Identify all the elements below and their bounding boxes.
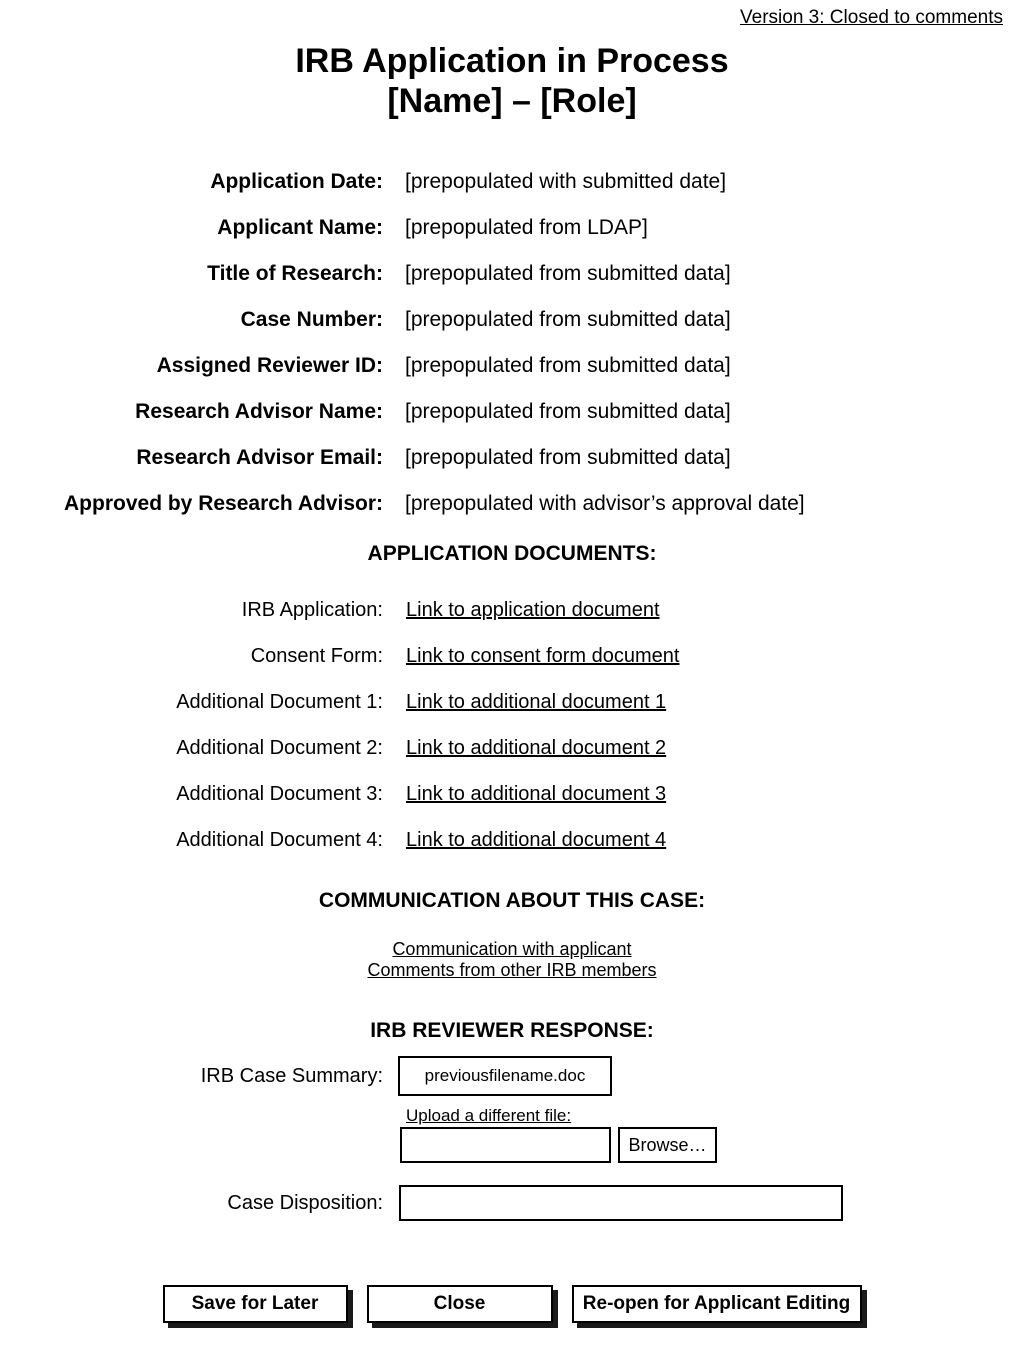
document-label: Consent Form: — [250, 644, 383, 667]
field-row-title-of-research — [0, 251, 1024, 297]
irb-reviewer-response-heading: IRB REVIEWER RESPONSE: — [370, 1019, 654, 1042]
case-disposition-label: Case Disposition: — [227, 1191, 383, 1214]
communication-with-applicant-link[interactable]: Communication with applicant — [392, 939, 632, 959]
field-row-case-number — [0, 297, 1024, 343]
page-title-line1: IRB Application in Process — [295, 42, 729, 80]
field-label: Case Number: — [240, 308, 383, 331]
consent-form-document-link[interactable]: Link to consent form document — [406, 644, 680, 667]
document-label: Additional Document 4: — [176, 828, 383, 851]
document-row-additional-2 — [0, 725, 1024, 771]
field-label: Assigned Reviewer ID: — [156, 354, 383, 377]
case-disposition-input[interactable] — [399, 1185, 843, 1221]
field-label: Applicant Name: — [217, 216, 383, 239]
case-disposition-row — [0, 1185, 1024, 1221]
application-document-link[interactable]: Link to application document — [406, 598, 660, 621]
communication-links — [0, 939, 1024, 981]
field-label: Research Advisor Email: — [136, 446, 383, 469]
irb-case-summary-row — [0, 1056, 1024, 1096]
version-row — [0, 0, 1024, 29]
field-row-applicant-name — [0, 205, 1024, 251]
document-row-additional-3 — [0, 771, 1024, 817]
application-documents-heading: APPLICATION DOCUMENTS: — [367, 542, 657, 565]
action-buttons-row — [0, 1285, 1024, 1323]
field-value: [prepopulated from submitted data] — [405, 308, 731, 331]
reopen-for-applicant-editing-button[interactable]: Re-open for Applicant Editing — [572, 1285, 862, 1323]
page-title-line2: [Name] – [Role] — [387, 82, 637, 120]
field-value: [prepopulated from submitted data] — [405, 262, 731, 285]
document-row-irb-application — [0, 587, 1024, 633]
application-documents-list — [0, 587, 1024, 863]
field-row-approved-by-research-advisor — [0, 481, 1024, 527]
field-value: [prepopulated with advisor’s approval date] — [405, 492, 805, 515]
document-label: IRB Application: — [241, 598, 383, 621]
field-label: Approved by Research Advisor: — [64, 492, 383, 515]
document-row-consent-form — [0, 633, 1024, 679]
document-label: Additional Document 3: — [176, 782, 383, 805]
upload-file-input[interactable] — [400, 1127, 611, 1163]
additional-document-2-link[interactable]: Link to additional document 2 — [406, 736, 667, 759]
field-row-application-date — [0, 159, 1024, 205]
page-title — [0, 41, 1024, 121]
additional-document-3-link[interactable]: Link to additional document 3 — [406, 782, 667, 805]
field-value: [prepopulated from submitted data] — [405, 400, 731, 423]
field-label: Title of Research: — [207, 262, 383, 285]
upload-file-row — [400, 1127, 1024, 1163]
document-label: Additional Document 2: — [176, 736, 383, 759]
additional-document-4-link[interactable]: Link to additional document 4 — [406, 828, 667, 851]
document-row-additional-1 — [0, 679, 1024, 725]
field-row-assigned-reviewer-id — [0, 343, 1024, 389]
field-row-research-advisor-email — [0, 435, 1024, 481]
upload-different-file-label: Upload a different file: — [406, 1106, 572, 1125]
comments-from-other-irb-members-link[interactable]: Comments from other IRB members — [367, 960, 657, 980]
field-value: [prepopulated from submitted data] — [405, 446, 731, 469]
communication-heading: COMMUNICATION ABOUT THIS CASE: — [318, 889, 706, 912]
field-label: Research Advisor Name: — [135, 400, 383, 423]
field-label: Application Date: — [210, 170, 383, 193]
additional-document-1-link[interactable]: Link to additional document 1 — [406, 690, 667, 713]
field-value: [prepopulated with submitted date] — [405, 170, 727, 193]
document-row-additional-4 — [0, 817, 1024, 863]
field-value: [prepopulated from LDAP] — [405, 216, 648, 239]
field-value: [prepopulated from submitted data] — [405, 354, 731, 377]
browse-button[interactable]: Browse… — [618, 1127, 717, 1163]
current-file-box: previousfilename.doc — [398, 1056, 612, 1096]
version-note-link[interactable]: Version 3: Closed to comments — [740, 7, 1003, 28]
field-row-research-advisor-name — [0, 389, 1024, 435]
save-for-later-button[interactable]: Save for Later — [163, 1285, 348, 1323]
prepopulated-fields — [0, 159, 1024, 527]
document-label: Additional Document 1: — [176, 690, 383, 713]
irb-case-summary-label: IRB Case Summary: — [200, 1064, 383, 1087]
close-button[interactable]: Close — [367, 1285, 553, 1323]
